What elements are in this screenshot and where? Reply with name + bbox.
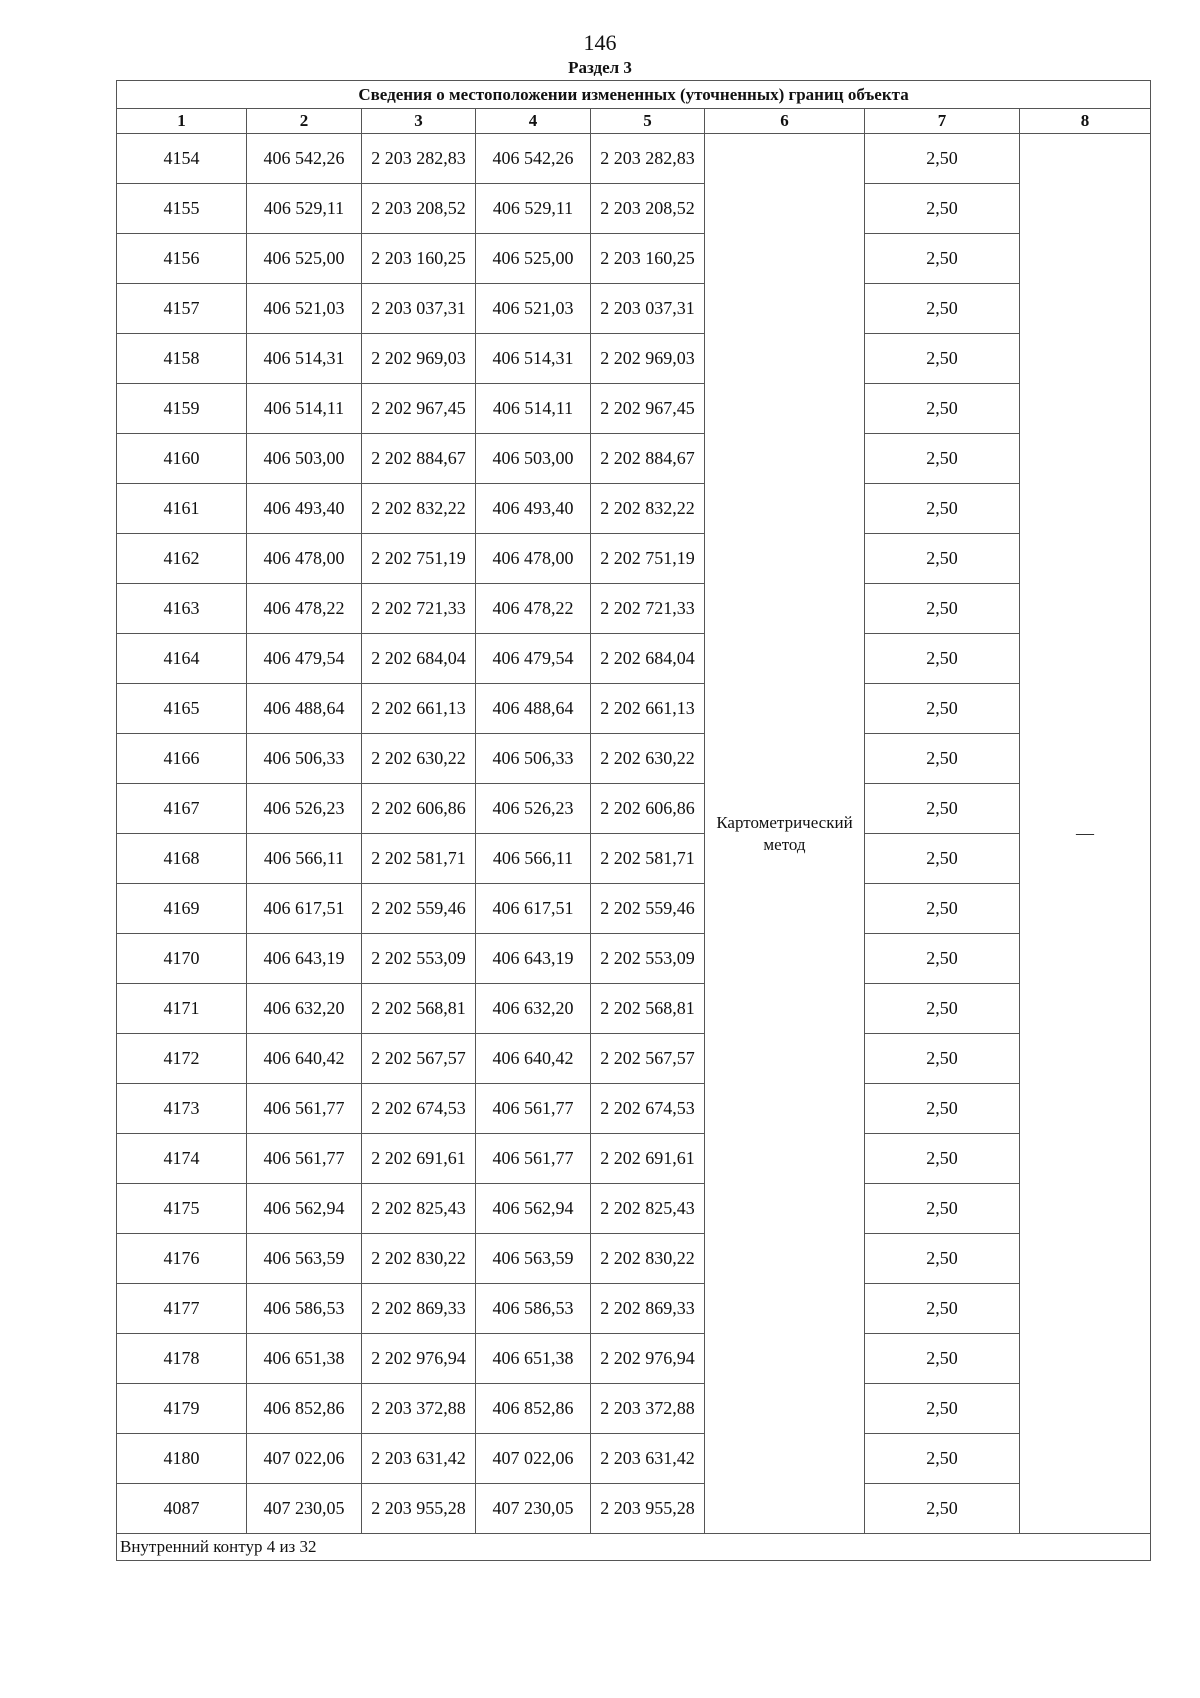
y-new-cell: 2 202 606,86 [591, 784, 705, 834]
column-header: 6 [705, 109, 865, 134]
x-new-cell: 406 632,20 [476, 984, 591, 1034]
x-existing-cell: 406 561,77 [247, 1084, 362, 1134]
point-number-cell: 4163 [117, 584, 247, 634]
table-row [117, 584, 1151, 634]
table-row [117, 334, 1151, 384]
x-existing-cell: 406 506,33 [247, 734, 362, 784]
table-row [117, 834, 1151, 884]
x-new-cell: 406 529,11 [476, 184, 591, 234]
column-header: 5 [591, 109, 705, 134]
x-existing-cell: 406 478,00 [247, 534, 362, 584]
x-new-cell: 406 479,54 [476, 634, 591, 684]
y-existing-cell: 2 202 559,46 [362, 884, 476, 934]
y-new-cell: 2 203 955,28 [591, 1484, 705, 1534]
y-existing-cell: 2 202 967,45 [362, 384, 476, 434]
y-new-cell: 2 202 553,09 [591, 934, 705, 984]
column-header: 3 [362, 109, 476, 134]
point-number-cell: 4178 [117, 1334, 247, 1384]
y-new-cell: 2 203 208,52 [591, 184, 705, 234]
y-existing-cell: 2 202 581,71 [362, 834, 476, 884]
table-row [117, 434, 1151, 484]
y-new-cell: 2 202 567,57 [591, 1034, 705, 1084]
point-number-cell: 4167 [117, 784, 247, 834]
x-new-cell: 406 506,33 [476, 734, 591, 784]
y-new-cell: 2 202 825,43 [591, 1184, 705, 1234]
point-number-cell: 4172 [117, 1034, 247, 1084]
accuracy-cell: 2,50 [865, 334, 1020, 384]
accuracy-cell: 2,50 [865, 284, 1020, 334]
x-existing-cell: 406 562,94 [247, 1184, 362, 1234]
x-new-cell: 406 526,23 [476, 784, 591, 834]
y-new-cell: 2 202 568,81 [591, 984, 705, 1034]
point-number-cell: 4173 [117, 1084, 247, 1134]
y-existing-cell: 2 202 825,43 [362, 1184, 476, 1234]
x-existing-cell: 406 478,22 [247, 584, 362, 634]
point-number-cell: 4165 [117, 684, 247, 734]
accuracy-cell: 2,50 [865, 734, 1020, 784]
x-existing-cell: 406 514,11 [247, 384, 362, 434]
x-new-cell: 406 651,38 [476, 1334, 591, 1384]
x-new-cell: 406 514,31 [476, 334, 591, 384]
accuracy-cell: 2,50 [865, 1234, 1020, 1284]
column-header: 8 [1020, 109, 1151, 134]
y-existing-cell: 2 202 969,03 [362, 334, 476, 384]
y-new-cell: 2 202 884,67 [591, 434, 705, 484]
y-new-cell: 2 202 559,46 [591, 884, 705, 934]
table-row [117, 784, 1151, 834]
accuracy-cell: 2,50 [865, 634, 1020, 684]
x-existing-cell: 407 230,05 [247, 1484, 362, 1534]
table-row [117, 684, 1151, 734]
accuracy-cell: 2,50 [865, 234, 1020, 284]
x-new-cell: 406 503,00 [476, 434, 591, 484]
y-new-cell: 2 202 832,22 [591, 484, 705, 534]
accuracy-cell: 2,50 [865, 1184, 1020, 1234]
table-row [117, 1134, 1151, 1184]
y-new-cell: 2 202 721,33 [591, 584, 705, 634]
y-existing-cell: 2 202 674,53 [362, 1084, 476, 1134]
method-cell: Картометрический метод [705, 134, 865, 1534]
y-existing-cell: 2 202 721,33 [362, 584, 476, 634]
point-number-cell: 4161 [117, 484, 247, 534]
point-number-cell: 4157 [117, 284, 247, 334]
point-number-cell: 4168 [117, 834, 247, 884]
x-existing-cell: 406 852,86 [247, 1384, 362, 1434]
accuracy-cell: 2,50 [865, 1434, 1020, 1484]
table-row [117, 1284, 1151, 1334]
x-new-cell: 406 852,86 [476, 1384, 591, 1434]
accuracy-cell: 2,50 [865, 584, 1020, 634]
y-existing-cell: 2 203 282,83 [362, 134, 476, 184]
table-row [117, 484, 1151, 534]
column-header: 7 [865, 109, 1020, 134]
column-header: 2 [247, 109, 362, 134]
accuracy-cell: 2,50 [865, 484, 1020, 534]
table-row [117, 234, 1151, 284]
point-number-cell: 4180 [117, 1434, 247, 1484]
point-number-cell: 4155 [117, 184, 247, 234]
x-existing-cell: 406 526,23 [247, 784, 362, 834]
y-existing-cell: 2 202 830,22 [362, 1234, 476, 1284]
y-new-cell: 2 202 691,61 [591, 1134, 705, 1184]
x-existing-cell: 406 514,31 [247, 334, 362, 384]
description-cell: — [1020, 134, 1151, 1534]
table-row [117, 1234, 1151, 1284]
y-new-cell: 2 202 967,45 [591, 384, 705, 434]
x-new-cell: 406 488,64 [476, 684, 591, 734]
accuracy-cell: 2,50 [865, 1284, 1020, 1334]
x-existing-cell: 407 022,06 [247, 1434, 362, 1484]
table-row [117, 934, 1151, 984]
accuracy-cell: 2,50 [865, 384, 1020, 434]
x-existing-cell: 406 643,19 [247, 934, 362, 984]
x-existing-cell: 406 488,64 [247, 684, 362, 734]
y-existing-cell: 2 202 567,57 [362, 1034, 476, 1084]
table-row [117, 1034, 1151, 1084]
y-existing-cell: 2 203 631,42 [362, 1434, 476, 1484]
table-header-row [117, 109, 1151, 134]
y-new-cell: 2 203 372,88 [591, 1384, 705, 1434]
point-number-cell: 4174 [117, 1134, 247, 1184]
y-existing-cell: 2 203 037,31 [362, 284, 476, 334]
point-number-cell: 4154 [117, 134, 247, 184]
y-new-cell: 2 202 674,53 [591, 1084, 705, 1134]
x-new-cell: 406 586,53 [476, 1284, 591, 1334]
y-existing-cell: 2 202 553,09 [362, 934, 476, 984]
point-number-cell: 4175 [117, 1184, 247, 1234]
point-number-cell: 4176 [117, 1234, 247, 1284]
x-existing-cell: 406 521,03 [247, 284, 362, 334]
y-existing-cell: 2 202 976,94 [362, 1334, 476, 1384]
y-new-cell: 2 202 830,22 [591, 1234, 705, 1284]
y-existing-cell: 2 203 372,88 [362, 1384, 476, 1434]
accuracy-cell: 2,50 [865, 1134, 1020, 1184]
y-existing-cell: 2 202 869,33 [362, 1284, 476, 1334]
y-existing-cell: 2 203 955,28 [362, 1484, 476, 1534]
y-existing-cell: 2 202 661,13 [362, 684, 476, 734]
accuracy-cell: 2,50 [865, 434, 1020, 484]
x-new-cell: 406 525,00 [476, 234, 591, 284]
accuracy-cell: 2,50 [865, 534, 1020, 584]
accuracy-cell: 2,50 [865, 984, 1020, 1034]
accuracy-cell: 2,50 [865, 784, 1020, 834]
x-existing-cell: 406 563,59 [247, 1234, 362, 1284]
y-new-cell: 2 203 282,83 [591, 134, 705, 184]
accuracy-cell: 2,50 [865, 1484, 1020, 1534]
x-new-cell: 406 617,51 [476, 884, 591, 934]
accuracy-cell: 2,50 [865, 134, 1020, 184]
point-number-cell: 4160 [117, 434, 247, 484]
accuracy-cell: 2,50 [865, 1334, 1020, 1384]
x-existing-cell: 406 542,26 [247, 134, 362, 184]
y-new-cell: 2 202 869,33 [591, 1284, 705, 1334]
point-number-cell: 4162 [117, 534, 247, 584]
y-existing-cell: 2 202 884,67 [362, 434, 476, 484]
x-existing-cell: 406 561,77 [247, 1134, 362, 1184]
table-row [117, 184, 1151, 234]
x-existing-cell: 406 529,11 [247, 184, 362, 234]
boundary-table [116, 80, 1151, 1561]
column-header: 1 [117, 109, 247, 134]
y-new-cell: 2 202 751,19 [591, 534, 705, 584]
y-existing-cell: 2 203 160,25 [362, 234, 476, 284]
y-existing-cell: 2 202 630,22 [362, 734, 476, 784]
y-existing-cell: 2 202 568,81 [362, 984, 476, 1034]
accuracy-cell: 2,50 [865, 934, 1020, 984]
x-new-cell: 406 640,42 [476, 1034, 591, 1084]
table-row [117, 1384, 1151, 1434]
table-row [117, 284, 1151, 334]
table-row [117, 734, 1151, 784]
x-new-cell: 406 643,19 [476, 934, 591, 984]
table-row [117, 384, 1151, 434]
x-new-cell: 406 542,26 [476, 134, 591, 184]
y-new-cell: 2 202 684,04 [591, 634, 705, 684]
x-existing-cell: 406 640,42 [247, 1034, 362, 1084]
x-new-cell: 407 022,06 [476, 1434, 591, 1484]
table-row [117, 1484, 1151, 1534]
x-existing-cell: 406 493,40 [247, 484, 362, 534]
accuracy-cell: 2,50 [865, 884, 1020, 934]
x-new-cell: 406 562,94 [476, 1184, 591, 1234]
point-number-cell: 4170 [117, 934, 247, 984]
point-number-cell: 4171 [117, 984, 247, 1034]
section-title: Раздел 3 [568, 58, 632, 77]
table-row [117, 884, 1151, 934]
point-number-cell: 4158 [117, 334, 247, 384]
x-existing-cell: 406 479,54 [247, 634, 362, 684]
column-header: 4 [476, 109, 591, 134]
x-existing-cell: 406 651,38 [247, 1334, 362, 1384]
y-new-cell: 2 202 661,13 [591, 684, 705, 734]
contour-label: Внутренний контур 4 из 32 [117, 1534, 1151, 1561]
y-existing-cell: 2 202 751,19 [362, 534, 476, 584]
accuracy-cell: 2,50 [865, 1034, 1020, 1084]
table-row [117, 1084, 1151, 1134]
x-new-cell: 407 230,05 [476, 1484, 591, 1534]
x-existing-cell: 406 566,11 [247, 834, 362, 884]
accuracy-cell: 2,50 [865, 1084, 1020, 1134]
table-row [117, 1434, 1151, 1484]
x-new-cell: 406 561,77 [476, 1134, 591, 1184]
table-title-row [117, 81, 1151, 109]
page-number: 146 [583, 30, 617, 55]
x-new-cell: 406 566,11 [476, 834, 591, 884]
x-existing-cell: 406 503,00 [247, 434, 362, 484]
table-row [117, 1334, 1151, 1384]
x-new-cell: 406 561,77 [476, 1084, 591, 1134]
point-number-cell: 4087 [117, 1484, 247, 1534]
y-new-cell: 2 202 969,03 [591, 334, 705, 384]
x-new-cell: 406 563,59 [476, 1234, 591, 1284]
y-new-cell: 2 202 581,71 [591, 834, 705, 884]
point-number-cell: 4179 [117, 1384, 247, 1434]
table-row [117, 984, 1151, 1034]
table-row [117, 634, 1151, 684]
table-footer-row [117, 1534, 1151, 1561]
y-new-cell: 2 202 630,22 [591, 734, 705, 784]
y-existing-cell: 2 202 691,61 [362, 1134, 476, 1184]
accuracy-cell: 2,50 [865, 184, 1020, 234]
x-existing-cell: 406 617,51 [247, 884, 362, 934]
x-existing-cell: 406 586,53 [247, 1284, 362, 1334]
x-new-cell: 406 478,00 [476, 534, 591, 584]
y-existing-cell: 2 202 606,86 [362, 784, 476, 834]
y-existing-cell: 2 202 832,22 [362, 484, 476, 534]
x-new-cell: 406 521,03 [476, 284, 591, 334]
accuracy-cell: 2,50 [865, 684, 1020, 734]
table-row [117, 134, 1151, 184]
table-title: Сведения о местоположении измененных (уточненных) границ объекта [117, 81, 1151, 109]
x-new-cell: 406 478,22 [476, 584, 591, 634]
x-new-cell: 406 514,11 [476, 384, 591, 434]
x-new-cell: 406 493,40 [476, 484, 591, 534]
y-new-cell: 2 203 160,25 [591, 234, 705, 284]
point-number-cell: 4177 [117, 1284, 247, 1334]
x-existing-cell: 406 525,00 [247, 234, 362, 284]
y-new-cell: 2 202 976,94 [591, 1334, 705, 1384]
point-number-cell: 4169 [117, 884, 247, 934]
point-number-cell: 4166 [117, 734, 247, 784]
y-existing-cell: 2 203 208,52 [362, 184, 476, 234]
point-number-cell: 4156 [117, 234, 247, 284]
table-row [117, 534, 1151, 584]
point-number-cell: 4159 [117, 384, 247, 434]
accuracy-cell: 2,50 [865, 834, 1020, 884]
accuracy-cell: 2,50 [865, 1384, 1020, 1434]
y-new-cell: 2 203 631,42 [591, 1434, 705, 1484]
y-new-cell: 2 203 037,31 [591, 284, 705, 334]
x-existing-cell: 406 632,20 [247, 984, 362, 1034]
point-number-cell: 4164 [117, 634, 247, 684]
table-row [117, 1184, 1151, 1234]
y-existing-cell: 2 202 684,04 [362, 634, 476, 684]
